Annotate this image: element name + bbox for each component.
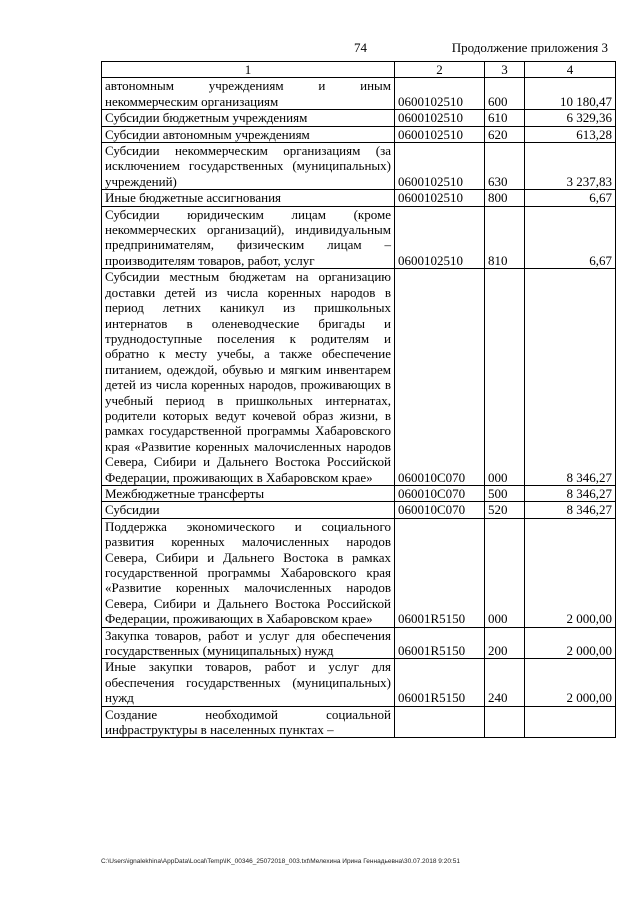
row-sum: 2 000,00: [525, 627, 616, 659]
column-header: 1: [102, 62, 395, 78]
table-row: [102, 143, 616, 190]
table-row: [102, 190, 616, 206]
row-name: Межбюджетные трансферты: [102, 485, 395, 501]
row-code: 06001R5150: [395, 659, 485, 706]
row-code: 060010С070: [395, 485, 485, 501]
row-vr: 520: [485, 502, 525, 518]
row-code: 06001R5150: [395, 627, 485, 659]
row-code: [395, 706, 485, 738]
row-sum: 6 329,36: [525, 110, 616, 126]
header-row: [102, 62, 616, 78]
row-vr: 000: [485, 518, 525, 627]
row-name: Субсидии некоммерческим организациям (за исключением государственных (муниципальных) учреждений): [102, 143, 395, 190]
table-row: [102, 518, 616, 627]
row-name: Субсидии: [102, 502, 395, 518]
row-name: Субсидии автономным учреждениям: [102, 126, 395, 142]
row-code: 060010С070: [395, 502, 485, 518]
row-vr: 610: [485, 110, 525, 126]
row-vr: 800: [485, 190, 525, 206]
table-row: [102, 110, 616, 126]
row-name: Закупка товаров, работ и услуг для обеспечения государственных (муниципальных) нужд: [102, 627, 395, 659]
row-name: Субсидии местным бюджетам на организацию доставки детей из числа коренных народов в период летних каникул из пришкольных интернатов в оленеводческие бригады и труднодоступные поселения к родителям и обратно к месту учебы, а также обеспечение питанием, одеждой, обувью и мягким инвентарем детей из числа коренных народов, проживающих в учебный период в пришкольных интернатах, родители которых ведут кочевой образ жизни, в рамках государственной программы Хабаровского края «Развитие коренных малочисленных народов Севера, Сибири и Дальнего Востока Российской Федерации, проживающих в Хабаровском крае»: [102, 269, 395, 486]
row-name: Субсидии юридическим лицам (кроме некоммерческих организаций), индивидуальным предпринимателям, физическим лицам – производителям товаров, работ, услуг: [102, 206, 395, 269]
row-vr: 500: [485, 485, 525, 501]
table-row: [102, 706, 616, 738]
row-name: Иные закупки товаров, работ и услуг для обеспечения государственных (муниципальных) нужд: [102, 659, 395, 706]
row-vr: 630: [485, 143, 525, 190]
row-code: 0600102510: [395, 78, 485, 110]
row-sum: 8 346,27: [525, 502, 616, 518]
column-header: 4: [525, 62, 616, 78]
row-vr: [485, 706, 525, 738]
row-name: Иные бюджетные ассигнования: [102, 190, 395, 206]
budget-table: [101, 61, 616, 738]
continuation-label: Продолжение приложения 3: [451, 40, 608, 55]
row-name: автономным учреждениям и иным некоммерческим организациям: [102, 78, 395, 110]
row-sum: [525, 706, 616, 738]
row-code: 0600102510: [395, 190, 485, 206]
row-sum: 2 000,00: [525, 518, 616, 627]
row-sum: 2 000,00: [525, 659, 616, 706]
row-sum: 613,28: [525, 126, 616, 142]
column-header: 2: [395, 62, 485, 78]
table-row: [102, 206, 616, 269]
table-row: [102, 78, 616, 110]
table-row: [102, 485, 616, 501]
row-sum: 6,67: [525, 206, 616, 269]
row-code: 060010С070: [395, 269, 485, 486]
table-row: [102, 627, 616, 659]
row-sum: 8 346,27: [525, 269, 616, 486]
row-sum: 10 180,47: [525, 78, 616, 110]
row-vr: 200: [485, 627, 525, 659]
row-vr: 810: [485, 206, 525, 269]
row-vr: 240: [485, 659, 525, 706]
row-vr: 000: [485, 269, 525, 486]
row-sum: 6,67: [525, 190, 616, 206]
table-row: [102, 126, 616, 142]
file-path-footer: C:\Users\ignalekhina\AppData\Local\Temp\IK_00346_25072018_003.txt\Мелехина Ирина Геннадьевна\30.07.2018 9:20:51: [101, 858, 460, 865]
page-header: [0, 40, 640, 58]
row-code: 0600102510: [395, 110, 485, 126]
row-name: Создание необходимой социальной инфраструктуры в населенных пунктах –: [102, 706, 395, 738]
row-code: 06001R5150: [395, 518, 485, 627]
row-sum: 8 346,27: [525, 485, 616, 501]
table-row: [102, 269, 616, 486]
page-number: 74: [354, 40, 367, 55]
table-row: [102, 659, 616, 706]
row-code: 0600102510: [395, 126, 485, 142]
row-name: Поддержка экономического и социального развития коренных малочисленных народов Севера, Сибири и Дальнего Востока в рамках государственной программы Хабаровского края «Развитие коренных малочисленных народов Севера, Сибири и Дальнего Востока Российской Федерации, проживающих в Хабаровском крае»: [102, 518, 395, 627]
row-code: 0600102510: [395, 143, 485, 190]
row-name: Субсидии бюджетным учреждениям: [102, 110, 395, 126]
row-code: 0600102510: [395, 206, 485, 269]
table-row: [102, 502, 616, 518]
row-sum: 3 237,83: [525, 143, 616, 190]
row-vr: 600: [485, 78, 525, 110]
row-vr: 620: [485, 126, 525, 142]
column-header: 3: [485, 62, 525, 78]
